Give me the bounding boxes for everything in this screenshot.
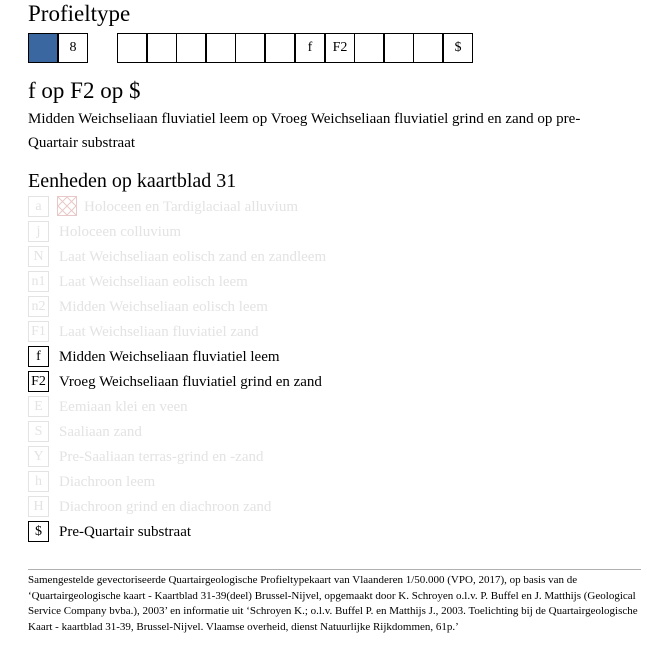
unit-code-box: $ — [28, 521, 49, 542]
unit-label: Diachroon leem — [59, 474, 156, 490]
unit-label: Diachroon grind en diachroon zand — [59, 499, 272, 515]
unit-code-box: n2 — [28, 296, 49, 317]
unit-label: Midden Weichseliaan fluviatiel leem — [59, 349, 280, 365]
profile-description: Midden Weichseliaan fluviatiel leem op Vroeg Weichseliaan fluviatiel grind en zand op pre-Quartair substraat — [28, 111, 581, 151]
profile-cell — [147, 33, 177, 63]
hatch-pattern-icon — [57, 196, 77, 216]
unit-code-box: Y — [28, 446, 49, 467]
unit-label: Holoceen colluvium — [59, 224, 182, 240]
unit-code-box: F1 — [28, 321, 49, 342]
unit-label: Midden Weichseliaan eolisch leem — [59, 299, 268, 315]
profile-cell — [28, 33, 58, 63]
profile-cell — [176, 33, 206, 63]
unit-label: Vroeg Weichseliaan fluviatiel grind en zand — [59, 374, 322, 390]
unit-code-box: F2 — [28, 371, 49, 392]
units-title: Eenheden op kaartblad 31 — [28, 170, 237, 192]
profile-title: Profieltype — [28, 1, 131, 26]
profile-code-title: f op F2 op $ — [28, 78, 141, 103]
unit-code-box: S — [28, 421, 49, 442]
unit-label: Saaliaan zand — [59, 424, 142, 440]
unit-label: Pre-Saaliaan terras-grind en -zand — [59, 449, 264, 465]
unit-code-box: E — [28, 396, 49, 417]
unit-code-box: h — [28, 471, 49, 492]
profile-cell — [206, 33, 236, 63]
profile-cell — [354, 33, 384, 63]
unit-code-box: H — [28, 496, 49, 517]
footer-divider — [28, 569, 641, 570]
unit-code-box: n1 — [28, 271, 49, 292]
profile-cell: $ — [443, 33, 473, 63]
unit-label: Laat Weichseliaan eolisch leem — [59, 274, 248, 290]
unit-label: Eemiaan klei en veen — [59, 399, 188, 415]
profile-cell — [413, 33, 443, 63]
unit-code-box: j — [28, 221, 49, 242]
profile-cell — [117, 33, 147, 63]
unit-code-box: N — [28, 246, 49, 267]
profile-cell — [384, 33, 414, 63]
unit-label: Laat Weichseliaan eolisch zand en zandleem — [59, 249, 327, 265]
profile-cell: f — [295, 33, 325, 63]
profile-cell: F2 — [325, 33, 355, 63]
unit-label: Pre-Quartair substraat — [59, 524, 192, 540]
unit-label: Laat Weichseliaan fluviatiel zand — [59, 324, 259, 340]
unit-code-box: a — [28, 196, 49, 217]
profile-cell — [265, 33, 295, 63]
footer-source-note: Samengestelde gevectoriseerde Quartairgeologische Profieltypekaart van Vlaanderen 1/50.000 (VPO, 2017), op basis van de ‘Quartairgeologische kaart - Kaartblad 31-39(deel) Brussel-Nijvel, opgemaakt door K. Schroyen o.l.v. P. Buffel en J. Matthijs (Geological Service Company bvba.), 2003’ en informatie uit ‘Schroyen K.; o.l.v. Buffel P. en Matthijs J., 2003. Toelichting bij de Quartairgeologische Kaart - kaartblad 31-39, Brussel-Nijvel. Vlaamse overheid, dienst Natuurlijke Rijkdommen, 61p.’ — [28, 574, 638, 633]
profile-cell: 8 — [58, 33, 88, 63]
profile-cell — [235, 33, 265, 63]
unit-label: Holoceen en Tardiglaciaal alluvium — [84, 199, 299, 215]
unit-code-box: f — [28, 346, 49, 367]
